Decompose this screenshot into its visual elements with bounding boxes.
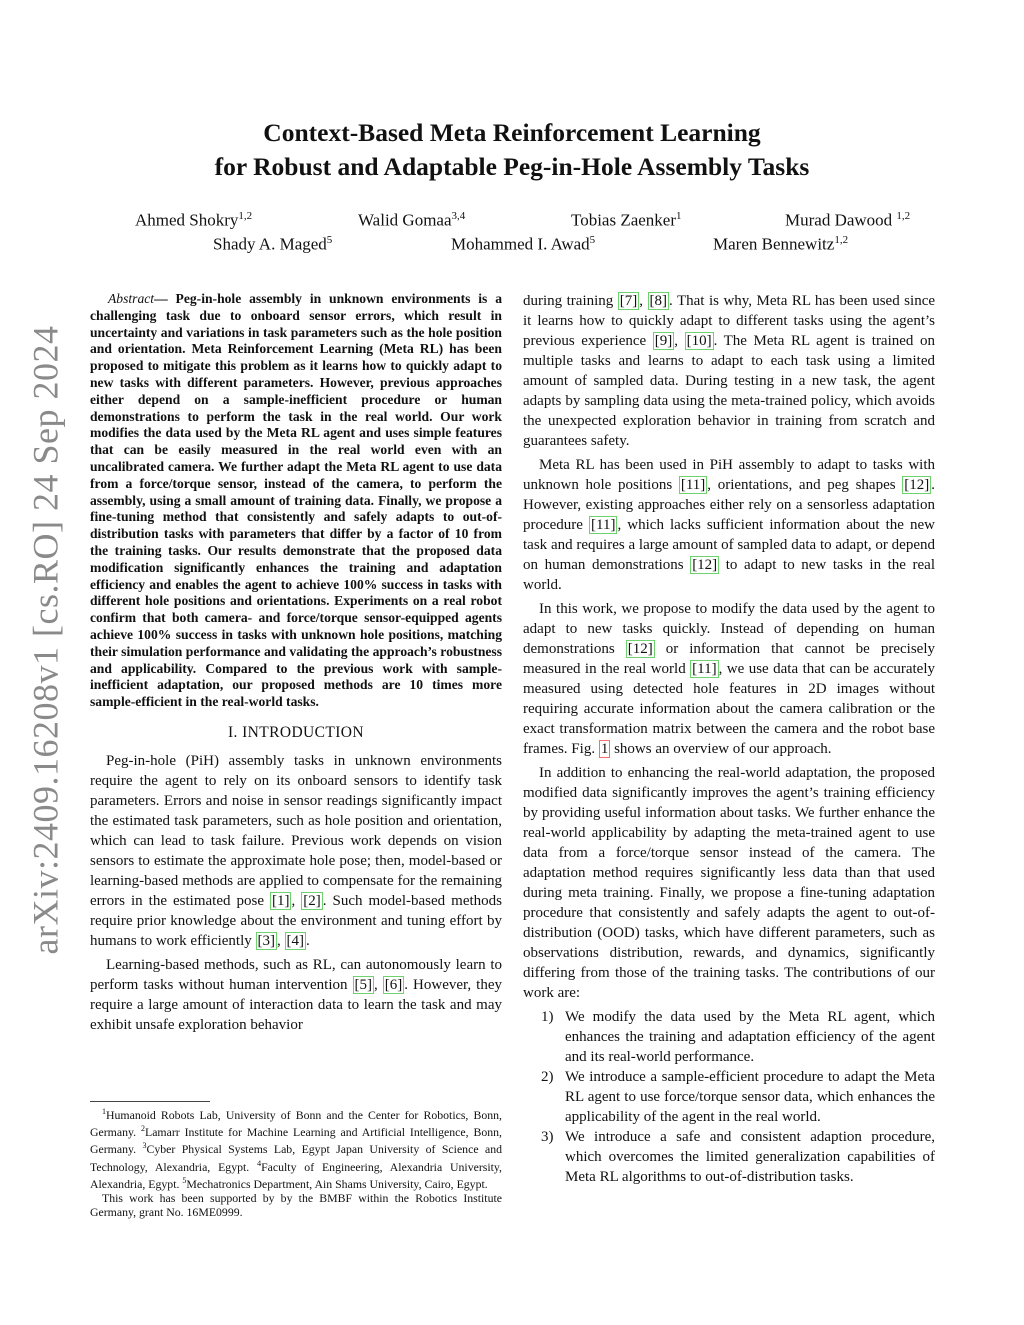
author-affiliation: 1,2 xyxy=(238,210,253,222)
text-run: shows an overview of our approach. xyxy=(610,741,832,757)
arxiv-stamp xyxy=(10,280,80,1000)
author-2 xyxy=(358,210,465,231)
author-4 xyxy=(785,210,910,231)
citation-link[interactable]: [10] xyxy=(686,333,712,349)
arxiv-id-text: arXiv:2409.16208v1 [cs.RO] 24 Sep 2024 xyxy=(25,325,66,955)
abstract xyxy=(90,291,502,711)
list-item-text: We modify the data used by the Meta RL agent, which enhances the training and adaptation efficiency of the agent and its real-world performance. xyxy=(565,1009,935,1065)
citation-link[interactable]: [9] xyxy=(654,333,673,349)
text-run: , xyxy=(374,976,383,993)
text-run: . xyxy=(306,932,310,949)
citation-link[interactable]: [11] xyxy=(680,477,706,493)
footnote-marker: 5 xyxy=(182,1175,187,1185)
footnote-marker: 2 xyxy=(140,1124,145,1134)
author-affiliation: 5 xyxy=(589,234,596,246)
list-item-number: 3) xyxy=(541,1129,554,1145)
text-run: In this work, we propose to modify the data used by the agent to adapt to new tasks quickly. Instead of depending on human demonstrations xyxy=(523,601,935,657)
citation-link[interactable]: [7] xyxy=(619,293,638,309)
list-item-number: 1) xyxy=(541,1009,554,1025)
author-7 xyxy=(713,234,848,255)
citation-link[interactable]: [12] xyxy=(627,641,653,657)
text-run: or information that cannot be precisely measured in the real world xyxy=(523,641,936,677)
author-name: Maren Bennewitz xyxy=(713,234,835,254)
right-column xyxy=(523,291,935,1187)
author-3 xyxy=(571,210,682,231)
citation-link[interactable]: [1] xyxy=(271,892,290,909)
text-run: Faculty of Engineering, Alexandria University, Alexandria, Egypt. xyxy=(90,1159,503,1191)
citation-link[interactable]: [12] xyxy=(904,477,930,493)
list-item-number: 2) xyxy=(541,1069,554,1085)
intro-paragraph-1 xyxy=(90,751,502,951)
right-paragraph-3 xyxy=(523,599,935,759)
section-heading-introduction: I. INTRODUCTION xyxy=(227,723,364,741)
text-run: Learning-based methods, such as RL, can autonomously learn to perform tasks without human intervention xyxy=(90,956,502,993)
author-affiliation: 5 xyxy=(326,234,333,246)
author-affiliation: 1,2 xyxy=(834,234,849,246)
citation-link[interactable]: [5] xyxy=(354,976,373,993)
author-name: Shady A. Maged xyxy=(213,234,327,254)
title-line-1: Context-Based Meta Reinforcement Learning xyxy=(263,118,761,147)
title-line-2: for Robust and Adaptable Peg-in-Hole Assembly Tasks xyxy=(214,152,810,181)
text-run: , we use data that can be accurately measured using detected hole features in 2D images without requiring accurate information about the camera calibration or the exact transformation matrix between the camera and the robot base frames. Fig. xyxy=(523,661,935,757)
text-run: . However, they require a large amount of interaction data to learn the task and may exhibit unsafe exploration behavior xyxy=(90,976,503,1033)
intro-paragraph-2 xyxy=(90,955,502,1035)
citation-link[interactable]: [12] xyxy=(692,557,718,573)
citation-link[interactable]: [2] xyxy=(303,892,321,909)
text-run: . That is why, Meta RL has been used since it learns how to quickly adapt to different tasks using the agent’s previous experience xyxy=(523,293,936,349)
text-run: . The Meta RL agent is trained on multiple tasks and learns to adapt to each task using a limited amount of sampled data. During testing in a new task, the agent adapts by sampling data using the meta-trained policy, which avoids the unexpected exploration behavior in training from scratch and guarantees safety. xyxy=(523,333,935,449)
list-item xyxy=(523,1067,935,1127)
text-run: Lamarr Institute for Machine Learning and Artificial Intelligence, Bonn, Germany. xyxy=(90,1125,502,1157)
author-6 xyxy=(451,234,595,255)
text-run: , xyxy=(639,293,648,309)
text-run: Cyber Physical Systems Lab, Egypt Japan University of Science and Technology, Alexandria, Egypt. xyxy=(90,1142,502,1174)
right-paragraph-1 xyxy=(523,291,935,451)
abstract-label: Abstract xyxy=(108,291,155,306)
footnote-marker: 1 xyxy=(102,1107,106,1116)
funding-footnote: This work has been supported by by the BMBF within the Robotics Institute Germany, grant No. 16ME0999. xyxy=(90,1191,502,1220)
citation-link[interactable]: [4] xyxy=(286,932,305,949)
right-paragraph-2 xyxy=(523,455,935,595)
text-run: to adapt to new tasks in the real world. xyxy=(523,557,936,593)
left-column xyxy=(90,291,502,1039)
list-item xyxy=(523,1007,935,1067)
text-run: , xyxy=(291,892,302,909)
text-run: , orientations, and peg shapes xyxy=(707,477,903,493)
text-run: , xyxy=(674,333,685,349)
author-affiliation: 1 xyxy=(676,210,682,222)
text-run: Peg-in-hole (PiH) assembly tasks in unknown environments require the agent to rely on its onboard sensors to identify task parameters. Errors and noise in sensor readings significantly impact the estimated task parameters, such as hole position and orientation, which can lead to task failure. Previous work depends on vision sensors to estimate the approximate hole pose; then, model-based or learning-based methods are applied to compensate for the remaining errors in the estimated pose xyxy=(90,752,502,909)
footnote-divider xyxy=(90,1101,210,1102)
contributions-list xyxy=(523,1007,935,1187)
author-row-2 xyxy=(120,234,940,258)
text-run: during training xyxy=(523,293,618,309)
author-affiliation: 1,2 xyxy=(896,210,911,222)
author-1 xyxy=(135,210,252,231)
author-name: Tobias Zaenker xyxy=(571,210,677,230)
paper-title xyxy=(120,116,904,184)
author-name: Walid Gomaa xyxy=(358,210,452,230)
list-item-text: We introduce a sample-efficient procedure to adapt the Meta RL agent to use force/torque sensor data, which enhances the applicability of the agent in the real world. xyxy=(565,1069,935,1125)
author-name: Ahmed Shokry xyxy=(135,210,239,230)
text-run: . However, existing approaches either rely on a sensorless adaptation procedure xyxy=(523,477,935,533)
right-paragraph-4: In addition to enhancing the real-world adaptation, the proposed modified data significantly improves the agent’s training efficiency by providing useful information about tasks. We further enhance the real-world applicability by adapting the meta-trained agent to use data from a force/torque sensor instead of the camera. The adaptation method requires significantly less data than that used during meta training. Finally, we propose a fine-tuning adaptation procedure that consistently and safely adapts the agent to out-of-distribution (OOD) tasks, which have different parameters, such as observations distribution, rewards, and dynamics, significantly differing from those of the training tasks. The contributions of our work are: xyxy=(523,765,935,1001)
abstract-text: — Peg-in-hole assembly in unknown environments is a challenging task due to onboard sensor errors, which result in uncertainty and variations in task parameters such as the hole position and orientation. Meta Reinforcement Learning (Meta RL) has been proposed to mitigate this problem as it learns how to quickly adapt to new tasks with different parameters. However, previous approaches either depend on a sample-inefficient procedure or human demonstrations to perform the task in the real world. Our work modifies the data used by the Meta RL agent and uses simple features that can be easily measured in the real world even with an uncalibrated camera. We further adapt the Meta RL agent to use data from a force/torque sensor, instead of the camera, to perform the assembly, using a small amount of training data. Finally, we propose a fine-tuning method that consistently and safely adapts to out-of-distribution tasks with parameters that differ by a factor of 10 from the training tasks. Our results demonstrate that the proposed data modification significantly enhances the training and adaptation efficiency and enables the agent to achieve 100% success in tasks with different hole positions and orientations. Experiments on a real robot confirm that both camera- and force/torque sensor-equipped agents achieve 100% success in tasks with unknown hole positions, matching their simulation performance and validating the approach’s robustness and applicability. Compared to the previous work with sample-inefficient adaptation, our proposed methods are 10 times more sample-efficient in the real-world tasks. xyxy=(90,291,502,710)
text-run: , which lacks sufficient information about the new task and requires a large amount of sampled data to adapt, or depend on human demonstrations xyxy=(523,517,935,573)
figure-reference-link[interactable]: 1 xyxy=(600,741,609,757)
author-row-1 xyxy=(120,210,940,234)
author-5 xyxy=(213,234,332,255)
text-run: . Such model-based methods require prior knowledge about the environment and tuning effort by humans to work efficiently xyxy=(90,892,502,949)
citation-link[interactable]: [11] xyxy=(692,661,717,677)
text-run: Meta RL has been used in PiH assembly to adapt to tasks with unknown hole positions xyxy=(523,457,935,493)
list-item xyxy=(523,1127,935,1187)
text-run: , xyxy=(277,932,285,949)
citation-link[interactable]: [3] xyxy=(257,932,276,949)
footnote-marker: 4 xyxy=(257,1158,262,1168)
footnotes xyxy=(90,1105,502,1220)
list-item-text: We introduce a safe and consistent adaption procedure, which overcomes the limited generalization capabilities of Meta RL algorithms to out-of-distribution tasks. xyxy=(565,1129,935,1185)
footnote-marker: 3 xyxy=(142,1141,147,1151)
citation-link[interactable]: [8] xyxy=(649,293,668,309)
affiliation-footnote xyxy=(90,1105,502,1191)
text-run: Humanoid Robots Lab, University of Bonn and the Center for Robotics, Bonn, Germany. xyxy=(90,1107,502,1140)
citation-link[interactable]: [6] xyxy=(384,976,403,993)
text-run: Mechatronics Department, Ain Shams University, Cairo, Egypt. xyxy=(186,1176,488,1191)
author-name: Mohammed I. Awad xyxy=(451,234,590,254)
citation-link[interactable]: [11] xyxy=(591,517,616,533)
author-name: Murad Dawood xyxy=(785,210,897,230)
author-affiliation: 3,4 xyxy=(451,210,466,222)
author-block xyxy=(120,210,940,258)
